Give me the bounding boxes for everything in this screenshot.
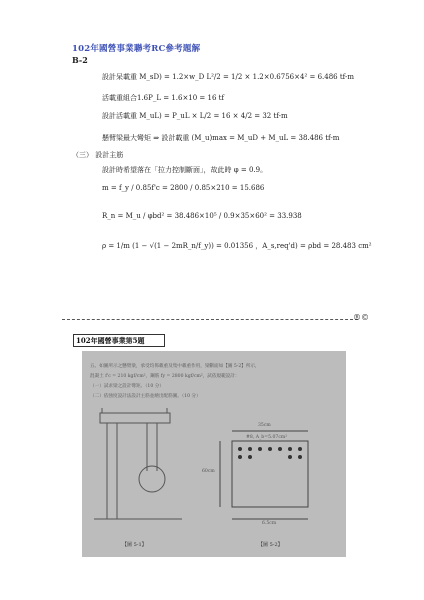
section-divider [62,319,358,320]
section-sketch [220,431,308,519]
figure-5-1-caption: 【圖 5-1】 [122,542,147,548]
divider-mark: ®© [353,313,369,322]
equation-max-moment: 懸臂梁最大彎矩 ⇒ 設計載重 (M_u)max = M_uD + M_uL = 38.486 tf-m [102,134,340,142]
dim-cover: 6.5cm [262,521,277,526]
problem-figures [82,351,346,557]
problem-photo [82,351,346,557]
equation-rn: R_n = M_u / φbd² = 38.486×10⁵ / 0.9×35×60² = 33.938 [102,212,302,220]
equation-m-ratio: m = f_y / 0.85f'c = 2800 / 0.85×210 = 15.686 [102,184,265,192]
equation-dead-load-moment: 設計呆載重 M_sD) = 1.2×w_D L²/2 = 1/2 × 1.2×0.6756×4² = 6.486 tf-m [102,73,354,81]
subsection-heading: （三） 設計主筋 [72,151,124,159]
dim-width: 35cm [258,423,271,428]
problem-line: 混凝土 f'c = 210 kgf/cm²，鋼筋 fy = 2800 kgf/cm²，試依規範設計： [90,374,240,379]
problem-line: （一）試求梁之設計彎矩。（10 分） [90,384,164,389]
figure-5-2-caption: 【圖 5-2】 [258,542,283,548]
dim-depth: 60cm [202,469,215,474]
equation-rho-as: ρ = 1/m (1 − √(1 − 2mR_n/f_y)) = 0.01356 ，A_s,req'd) = ρbd = 28.483 cm² [102,242,372,250]
problem-line: 五、如圖所示之懸臂梁，承受均佈載重及集中載重作用，梁斷面如【圖 5-2】所示， [90,364,260,369]
beam-sketch [94,408,182,519]
problem-title-box [73,334,165,347]
section-label: B-2 [72,55,88,65]
problem-line: （二）依強度設計法設計主筋並繪出配筋圖。（10 分） [90,394,201,399]
equation-live-load-moment: 設計活載重 M_uL) = P_uL × L/2 = 16 × 4/2 = 32 tf-m [102,112,288,120]
rebar-dots [238,447,302,459]
document-header: 102年國營事業聯考RC參考題解 [72,44,201,54]
equation-live-load-combination: 活載重組合1.6P_L = 1.6×10 = 16 tf [102,94,225,102]
design-note: 設計時希望落在「拉力控制斷面」，故此時 φ = 0.9。 [102,166,268,174]
bar-note: #8, A_b=5.07cm² [246,435,288,440]
problem-title: 102年國營事業第5題 [76,336,145,345]
